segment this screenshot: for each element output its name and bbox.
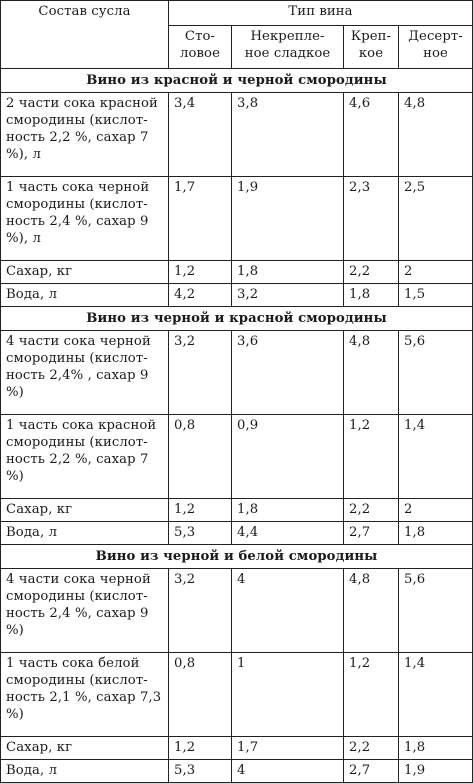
row-label: 2 части сока красной смородины (кислот-ность 2,2 %, сахар 7 %), л (1, 93, 169, 177)
section-title: Вино из черной и красной смородины (1, 307, 473, 331)
table-header (1, 1, 473, 69)
row-value: 2,2 (344, 261, 399, 284)
row-value: 4,8 (399, 93, 473, 177)
row-label: Сахар, кг (1, 499, 169, 522)
table-row (1, 737, 473, 760)
header-col-dessert (399, 25, 473, 68)
row-label: Сахар, кг (1, 261, 169, 284)
table-row (1, 760, 473, 783)
row-label: Вода, л (1, 760, 169, 783)
row-value: 2 (399, 261, 473, 284)
row-value: 1,2 (344, 415, 399, 499)
row-label: 1 часть сока черной смородины (кислот-ность 2,4 %, сахар 9 %), л (1, 177, 169, 261)
table-row (1, 569, 473, 653)
section-title: Вино из черной и белой смородины (1, 545, 473, 569)
row-value: 4,6 (344, 93, 399, 177)
header-col-label: Сто- ловое (180, 28, 220, 61)
row-value: 3,4 (169, 93, 232, 177)
table-body (1, 69, 473, 783)
section-header-row (1, 545, 473, 569)
row-label: 1 часть сока белой смородины (кислот-ность 2,1 %, сахар 7,3 %) (1, 653, 169, 737)
header-wine-type: Тип вина (169, 1, 473, 26)
row-value: 3,6 (232, 331, 344, 415)
row-value: 3,8 (232, 93, 344, 177)
row-value: 1,4 (399, 415, 473, 499)
row-value: 4,4 (232, 522, 344, 545)
row-value: 0,8 (169, 653, 232, 737)
header-col-label: Некрепле- ное сладкое (244, 28, 331, 61)
row-value: 1,9 (232, 177, 344, 261)
header-col-label: Креп- кое (350, 28, 392, 61)
row-label: 4 части сока черной смородины (кислот-ность 2,4% , сахар 9 %) (1, 331, 169, 415)
table-row (1, 93, 473, 177)
table-row (1, 261, 473, 284)
section-title: Вино из красной и черной смородины (1, 69, 473, 93)
row-value: 1,8 (232, 499, 344, 522)
table-row (1, 177, 473, 261)
row-value: 4,8 (344, 331, 399, 415)
table-row (1, 331, 473, 415)
row-label: Сахар, кг (1, 737, 169, 760)
row-value: 1,5 (399, 284, 473, 307)
header-composition: Состав сусла (1, 1, 169, 69)
row-value: 3,2 (232, 284, 344, 307)
row-value: 5,3 (169, 522, 232, 545)
row-value: 1,2 (169, 499, 232, 522)
row-value: 1,7 (232, 737, 344, 760)
table-row (1, 415, 473, 499)
row-value: 1,2 (169, 261, 232, 284)
table-row (1, 653, 473, 737)
section-header-row (1, 307, 473, 331)
row-value: 4 (232, 760, 344, 783)
row-value: 2 (399, 499, 473, 522)
row-value: 4,2 (169, 284, 232, 307)
row-value: 1 (232, 653, 344, 737)
row-value: 2,7 (344, 760, 399, 783)
row-value: 1,8 (232, 261, 344, 284)
row-value: 2,2 (344, 737, 399, 760)
header-col-semisweet (232, 25, 344, 68)
header-col-table (169, 25, 232, 68)
row-value: 2,7 (344, 522, 399, 545)
row-value: 1,2 (169, 737, 232, 760)
row-value: 4,8 (344, 569, 399, 653)
row-value: 1,9 (399, 760, 473, 783)
row-value: 4 (232, 569, 344, 653)
row-value: 0,8 (169, 415, 232, 499)
row-value: 1,8 (399, 737, 473, 760)
row-value: 1,2 (344, 653, 399, 737)
section-header-row (1, 69, 473, 93)
header-col-label: Десерт- ное (408, 28, 463, 61)
row-value: 2,2 (344, 499, 399, 522)
row-value: 1,7 (169, 177, 232, 261)
row-value: 5,6 (399, 569, 473, 653)
header-col-strong (344, 25, 399, 68)
row-label: Вода, л (1, 284, 169, 307)
row-value: 2,5 (399, 177, 473, 261)
table-row (1, 284, 473, 307)
row-value: 3,2 (169, 569, 232, 653)
row-value: 0,9 (232, 415, 344, 499)
row-value: 2,3 (344, 177, 399, 261)
row-value: 1,4 (399, 653, 473, 737)
row-value: 5,3 (169, 760, 232, 783)
row-value: 1,8 (344, 284, 399, 307)
row-value: 5,6 (399, 331, 473, 415)
row-value: 1,8 (399, 522, 473, 545)
row-label: 4 части сока черной смородины (кислот-ность 2,4 %, сахар 9 %) (1, 569, 169, 653)
row-value: 3,2 (169, 331, 232, 415)
table-row (1, 499, 473, 522)
table-row (1, 522, 473, 545)
row-label: 1 часть сока красной смородины (кислот-ность 2,2 %, сахар 7 %) (1, 415, 169, 499)
row-label: Вода, л (1, 522, 169, 545)
